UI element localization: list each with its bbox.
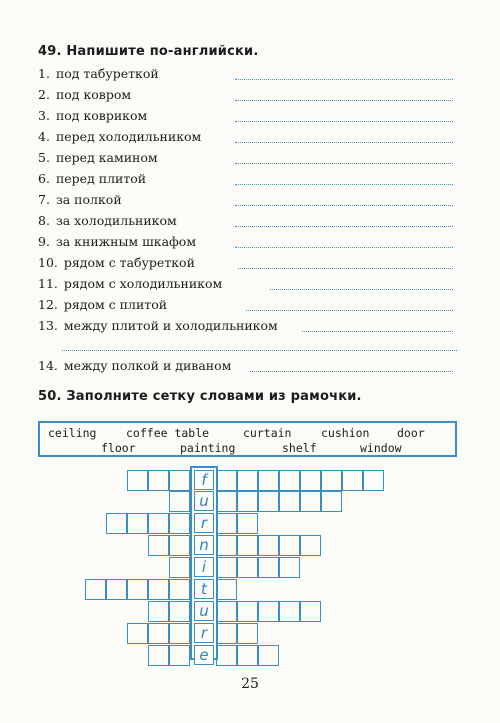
task-50-title: 50. Заполните сетку словами из рамочки. [38, 389, 362, 404]
crossword-cell[interactable] [169, 579, 190, 600]
crossword-cell[interactable] [279, 535, 300, 556]
answer-line[interactable] [302, 331, 453, 332]
crossword-cell[interactable] [169, 535, 190, 556]
crossword-cell[interactable] [85, 579, 106, 600]
crossword-cell[interactable] [237, 557, 258, 578]
item-text: перед камином [55, 150, 158, 165]
crossword-cell[interactable] [237, 535, 258, 556]
crossword-cell[interactable] [279, 557, 300, 578]
answer-line[interactable] [235, 205, 453, 206]
exercise-item [38, 129, 201, 145]
key-letter-cell: f [194, 470, 214, 490]
item-number: 4. [38, 129, 50, 144]
item-text: рядом с плитой [63, 297, 168, 312]
crossword-cell[interactable] [216, 601, 237, 622]
crossword-cell[interactable] [148, 535, 169, 556]
item-text: перед плитой [55, 171, 147, 186]
exercise-item [38, 318, 278, 334]
answer-line[interactable] [235, 121, 453, 122]
page-number: 25 [241, 676, 259, 692]
crossword-cell[interactable] [321, 491, 342, 512]
exercise-item [38, 358, 231, 374]
crossword-cell[interactable] [127, 623, 148, 644]
item-number: 9. [38, 234, 50, 249]
word: ceiling [48, 426, 97, 440]
answer-line[interactable] [235, 79, 453, 80]
item-number: 3. [38, 108, 50, 123]
exercise-item [38, 297, 167, 313]
key-letter-cell: u [194, 601, 214, 621]
crossword-cell[interactable] [279, 601, 300, 622]
crossword-cell[interactable] [237, 470, 258, 491]
crossword-cell[interactable] [106, 579, 127, 600]
key-letter-cell: u [194, 491, 214, 511]
item-number: 8. [38, 213, 50, 228]
crossword-cell[interactable] [300, 470, 321, 491]
crossword-cell[interactable] [169, 470, 190, 491]
crossword-cell[interactable] [169, 557, 190, 578]
word: floor [101, 441, 136, 455]
crossword-cell[interactable] [169, 491, 190, 512]
crossword-cell[interactable] [258, 535, 279, 556]
crossword-cell[interactable] [216, 513, 237, 534]
crossword-cell[interactable] [148, 579, 169, 600]
crossword-cell[interactable] [148, 623, 169, 644]
crossword-cell[interactable] [148, 513, 169, 534]
answer-line[interactable] [235, 247, 453, 248]
key-letter-cell: i [194, 557, 214, 577]
item-number: 5. [38, 150, 50, 165]
item-text: под табуреткой [55, 66, 159, 81]
crossword-cell[interactable] [216, 491, 237, 512]
item-text: за холодильником [55, 213, 177, 228]
crossword-cell[interactable] [363, 470, 384, 491]
crossword-cell[interactable] [216, 645, 237, 666]
item-number: 6. [38, 171, 50, 186]
crossword-cell[interactable] [148, 645, 169, 666]
crossword-cell[interactable] [237, 491, 258, 512]
exercise-item [38, 276, 222, 292]
item-text: перед холодильником [55, 129, 202, 144]
crossword-cell[interactable] [258, 645, 279, 666]
crossword-cell[interactable] [237, 513, 258, 534]
item-number: 1. [38, 66, 50, 81]
crossword-cell[interactable] [216, 579, 237, 600]
answer-line[interactable] [235, 226, 453, 227]
crossword-cell[interactable] [127, 579, 148, 600]
crossword-cell[interactable] [169, 645, 190, 666]
answer-line[interactable] [270, 289, 453, 290]
word: curtain [243, 426, 292, 440]
word-box [38, 421, 457, 457]
key-letter-cell: r [194, 513, 214, 533]
item-number: 12. [38, 297, 58, 312]
exercise-item [38, 150, 158, 166]
exercise-item [38, 255, 195, 271]
crossword-cell[interactable] [279, 491, 300, 512]
crossword-cell[interactable] [127, 470, 148, 491]
answer-line[interactable] [238, 268, 453, 269]
item-number: 11. [38, 276, 58, 291]
word: shelf [282, 441, 317, 455]
item-number: 2. [38, 87, 50, 102]
crossword-cell[interactable] [258, 491, 279, 512]
crossword-cell[interactable] [216, 470, 237, 491]
exercise-item [38, 108, 147, 124]
key-letter-cell: e [194, 645, 214, 665]
item-number: 13. [38, 318, 58, 333]
item-text: между полкой и диваном [63, 358, 232, 373]
crossword-cell[interactable] [237, 645, 258, 666]
crossword-cell[interactable] [216, 623, 237, 644]
crossword-cell[interactable] [237, 601, 258, 622]
crossword-cell[interactable] [169, 513, 190, 534]
item-text: за полкой [55, 192, 122, 207]
answer-line[interactable] [235, 184, 453, 185]
crossword-cell[interactable] [300, 491, 321, 512]
item-number: 14. [38, 358, 58, 373]
word: painting [180, 441, 236, 455]
crossword-cell[interactable] [300, 601, 321, 622]
crossword-cell[interactable] [258, 557, 279, 578]
exercise-item [38, 213, 177, 229]
answer-line[interactable] [235, 100, 453, 101]
item-text: рядом с табуреткой [63, 255, 195, 270]
crossword-cell[interactable] [148, 601, 169, 622]
crossword-cell[interactable] [258, 601, 279, 622]
key-letter-cell: t [194, 579, 214, 599]
item-text: между плитой и холодильником [63, 318, 278, 333]
exercise-item [38, 66, 159, 82]
crossword-cell[interactable] [216, 557, 237, 578]
answer-line-continued[interactable] [62, 350, 457, 351]
item-text: за книжным шкафом [55, 234, 197, 249]
crossword-cell[interactable] [258, 470, 279, 491]
word: cushion [321, 426, 370, 440]
crossword-cell[interactable] [169, 601, 190, 622]
crossword-cell[interactable] [216, 535, 237, 556]
crossword-cell[interactable] [237, 623, 258, 644]
word: coffee table [126, 426, 210, 440]
item-text: под ковриком [55, 108, 148, 123]
answer-line[interactable] [235, 163, 453, 164]
item-text: под ковром [55, 87, 132, 102]
answer-line[interactable] [250, 371, 453, 372]
crossword-cell[interactable] [148, 470, 169, 491]
item-number: 7. [38, 192, 50, 207]
exercise-item [38, 87, 131, 103]
exercise-item [38, 192, 122, 208]
answer-line[interactable] [246, 310, 453, 311]
task-49-title: 49. Напишите по-английски. [38, 44, 259, 59]
exercise-item [38, 171, 146, 187]
crossword-cell[interactable] [106, 513, 127, 534]
crossword-cell[interactable] [169, 623, 190, 644]
item-text: рядом с холодильником [63, 276, 223, 291]
crossword-cell[interactable] [342, 470, 363, 491]
crossword-cell[interactable] [300, 535, 321, 556]
word: door [397, 426, 425, 440]
crossword-cell[interactable] [321, 470, 342, 491]
key-letter-cell: r [194, 623, 214, 643]
key-letter-cell: n [194, 535, 214, 555]
item-number: 10. [38, 255, 58, 270]
word: window [360, 441, 402, 455]
crossword-cell[interactable] [127, 513, 148, 534]
answer-line[interactable] [235, 142, 453, 143]
crossword-cell[interactable] [279, 470, 300, 491]
exercise-item [38, 234, 196, 250]
